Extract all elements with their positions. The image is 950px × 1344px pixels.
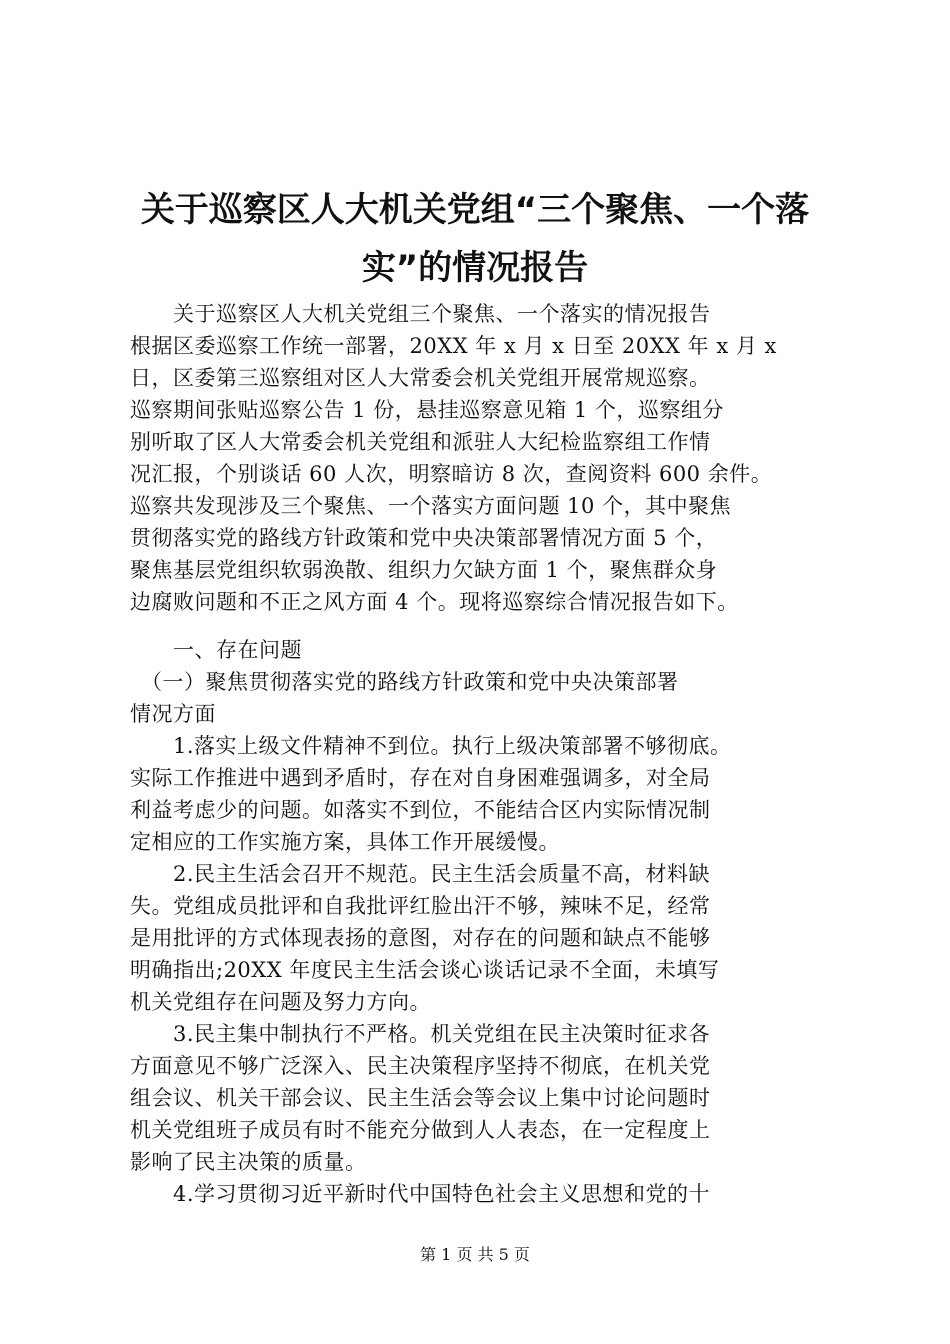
body-text-line: 4.学习贯彻习近平新时代中国特色社会主义思想和党的十 bbox=[130, 1182, 711, 1206]
body-text-line: 况汇报，个别谈话 60 人次，明察暗访 8 次，查阅资料 600 余件。 bbox=[130, 462, 773, 486]
body-text-line: 根据区委巡察工作统一部署，20XX 年 x 月 x 日至 20XX 年 x 月 x bbox=[130, 334, 777, 358]
body-text-line: 1.落实上级文件精神不到位。执行上级决策部署不够彻底。 bbox=[130, 734, 732, 758]
body-text-line: 是用批评的方式体现表扬的意图，对存在的问题和缺点不能够 bbox=[130, 926, 711, 950]
document-title-line-1: 关于巡察区人大机关党组“三个聚焦、一个落 bbox=[140, 190, 810, 230]
body-text-line: 影响了民主决策的质量。 bbox=[130, 1150, 367, 1174]
body-text-line: 明确指出;20XX 年度民主生活会谈心谈话记录不全面，未填写 bbox=[130, 958, 720, 982]
body-text-line: 聚焦基层党组织软弱涣散、组织力欠缺方面 1 个，聚焦群众身 bbox=[130, 558, 718, 582]
body-text-line: 巡察期间张贴巡察公告 1 份，悬挂巡察意见箱 1 个，巡察组分 bbox=[130, 398, 724, 422]
body-text-line: 定相应的工作实施方案，具体工作开展缓慢。 bbox=[130, 830, 560, 854]
body-text-line: 机关党组存在问题及努力方向。 bbox=[130, 990, 431, 1014]
page-footer: 第 1 页 共 5 页 bbox=[420, 1245, 530, 1264]
body-text-line: 情况方面 bbox=[130, 702, 216, 726]
body-text-line: （一）聚焦贯彻落实党的路线方针政策和党中央决策部署 bbox=[130, 670, 679, 694]
body-text-line: 方面意见不够广泛深入、民主决策程序坚持不彻底，在机关党 bbox=[130, 1054, 711, 1078]
body-text-line: 2.民主生活会召开不规范。民主生活会质量不高，材料缺 bbox=[130, 862, 711, 886]
body-text-line: 关于巡察区人大机关党组三个聚焦、一个落实的情况报告 bbox=[130, 302, 711, 326]
body-text-line: 实际工作推进中遇到矛盾时，存在对自身困难强调多，对全局 bbox=[130, 766, 711, 790]
body-text-line: 失。党组成员批评和自我批评红脸出汗不够，辣味不足，经常 bbox=[130, 894, 711, 918]
body-text-line: 贯彻落实党的路线方针政策和党中央决策部署情况方面 5 个， bbox=[130, 526, 718, 550]
body-text-line: 边腐败问题和不正之风方面 4 个。现将巡察综合情况报告如下。 bbox=[130, 590, 739, 614]
body-text-line: 利益考虑少的问题。如落实不到位，不能结合区内实际情况制 bbox=[130, 798, 711, 822]
body-text-line: 别听取了区人大常委会机关党组和派驻人大纪检监察组工作情 bbox=[130, 430, 711, 454]
body-text-line: 一、存在问题 bbox=[130, 638, 302, 662]
body-text-line: 日，区委第三巡察组对区人大常委会机关党组开展常规巡察。 bbox=[130, 366, 711, 390]
body-text-line: 组会议、机关干部会议、民主生活会等会议上集中讨论问题时 bbox=[130, 1086, 711, 1110]
body-text-line: 巡察共发现涉及三个聚焦、一个落实方面问题 10 个，其中聚焦 bbox=[130, 494, 732, 518]
body-text-line: 机关党组班子成员有时不能充分做到人人表态，在一定程度上 bbox=[130, 1118, 711, 1142]
document-title-line-2: 实”的情况报告 bbox=[361, 248, 589, 288]
body-text-line: 3.民主集中制执行不严格。机关党组在民主决策时征求各 bbox=[130, 1022, 711, 1046]
